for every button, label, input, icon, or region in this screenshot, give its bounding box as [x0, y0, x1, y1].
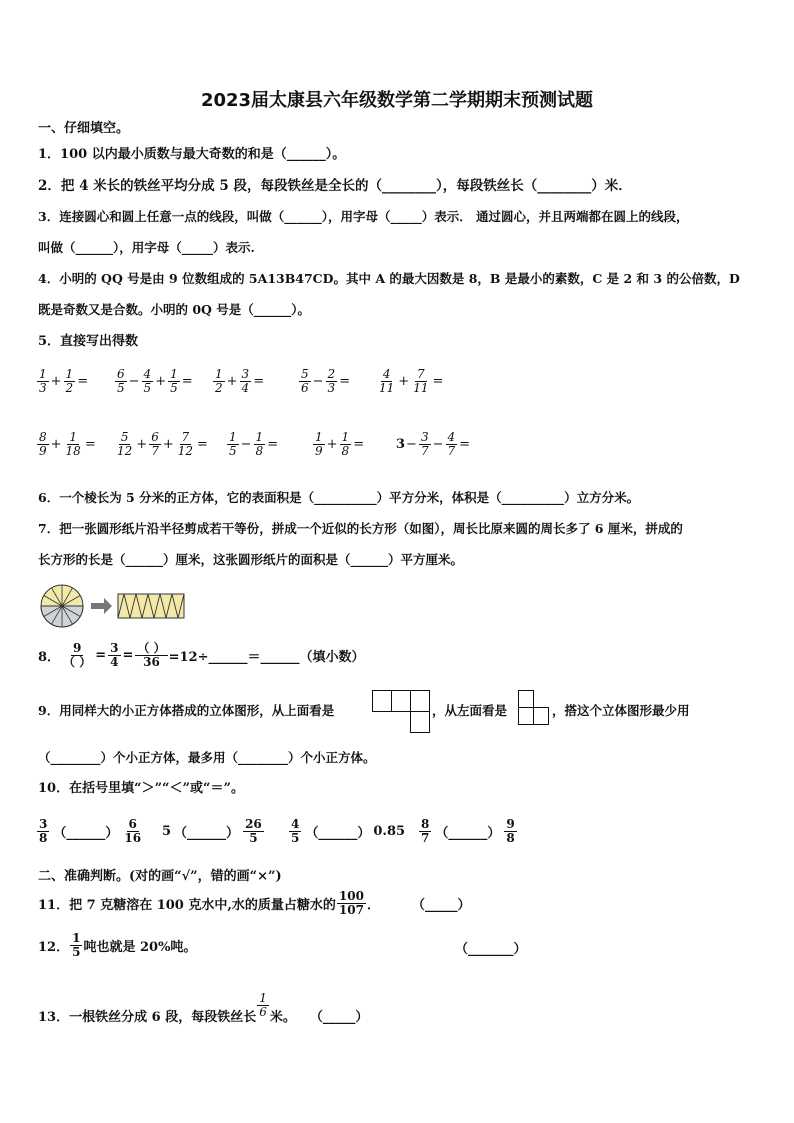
- question-5: 5．直接写出得数: [38, 334, 139, 349]
- q5-expr-2-5: 3 − $\frac{3}{7}$ − $\frac{4}{7}$ =: [396, 430, 471, 458]
- q10-compare-1: $\frac{3}{8}$ （______） $\frac{6}{16}$: [39, 817, 142, 845]
- q10-compare-2: 5 （______） $\frac{26}{5}$: [162, 817, 262, 845]
- q5-expr-1-1: $\frac{1}{3}$ + $\frac{1}{2}$ =: [39, 367, 89, 395]
- question-1: 1．100 以内最小质数与最大奇数的和是（______）。: [38, 147, 346, 162]
- rearranged-rectangle-icon: [118, 594, 184, 618]
- q5-expr-2-4: $\frac{1}{9}$ + $\frac{1}{8}$ =: [315, 430, 365, 458]
- q5-expr-2-2: $\frac{5}{12}$ + $\frac{6}{7}$ + $\frac{7}{12}$ =: [117, 430, 208, 458]
- question-9-line-2: （________）个小正方体，最多用（________）个小正方体。: [38, 750, 376, 765]
- top-view-grid-icon: [372, 690, 430, 734]
- q10-compare-4: $\frac{8}{7}$ （______） $\frac{9}{8}$: [421, 817, 515, 845]
- question-13: 13．一根铁丝分成 6 段，每段铁丝长 $\frac{1}{6}$ 米。 （_____）: [38, 991, 369, 1025]
- q5-expr-2-1: $\frac{8}{9}$ + $\frac{1}{18}$ =: [39, 430, 96, 458]
- question-9-part-1: 9．用同样大的小正方体搭成的立体图形，从上面看是: [38, 703, 335, 718]
- question-2: 2．把 4 米长的铁丝平均分成 5 段，每段铁丝是全长的（________），每段铁丝长（________）米．: [38, 178, 632, 194]
- question-9-part-3: ，搭这个立体图形最少用: [552, 703, 690, 718]
- q5-expr-1-2: $\frac{6}{5}$ − $\frac{4}{5}$ + $\frac{1}{5}$ =: [117, 367, 193, 395]
- question-12: 12． $\frac{1}{5}$ 吨也就是 20%吨。: [38, 931, 197, 959]
- question-11: 11．把 7 克糖溶在 100 克水中,水的质量占糖水的 $\frac{100}{107}$ ． （_____）: [38, 889, 471, 917]
- q5-expr-2-3: $\frac{1}{5}$ − $\frac{1}{8}$ =: [229, 430, 279, 458]
- question-9-part-2: ，从左面看是: [432, 703, 508, 718]
- question-6: 6．一个棱长为 5 分米的正方体，它的表面积是（__________）平方分米，体积是（__________）立方分米。: [38, 490, 640, 505]
- question-7-line-1: 7．把一张圆形纸片沿半径剪成若干等份，拼成一个近似的长方形（如图），周长比原来圆的周长多了 6 厘米，拼成的: [38, 521, 683, 536]
- q5-expr-1-4: $\frac{5}{6}$ − $\frac{2}{3}$ =: [301, 367, 351, 395]
- q5-expr-1-3: $\frac{1}{2}$ + $\frac{3}{4}$ =: [215, 367, 265, 395]
- question-8: 8． $\frac{9}{( )}$ = $\frac{3}{4}$ = $\frac{( )}{36}$ =12÷______＝______（填小数）: [38, 641, 365, 669]
- circle-to-rectangle-figure: [36, 584, 186, 630]
- question-3-line-2: 叫做（______），用字母（_____）表示.: [38, 240, 255, 255]
- page-title: 2023届太康县六年级数学第二学期期末预测试题: [200, 90, 594, 111]
- sectored-circle-icon: [41, 585, 83, 627]
- right-arrow-icon: [91, 598, 112, 614]
- question-12-answer-blank: （_______）: [455, 942, 527, 957]
- section-heading-true-false: 二、准确判断。(对的画“√”，错的画“×”): [38, 869, 282, 884]
- question-4-line-2: 既是奇数又是合数。小明的 0Q 号是（______）。: [38, 302, 311, 317]
- left-view-grid-icon: [518, 690, 550, 726]
- q5-expr-1-5: $\frac{4}{11}$ + $\frac{7}{11}$ =: [379, 367, 444, 395]
- question-4-line-1: 4．小明的 QQ 号是由 9 位数组成的 5A13B47CD。其中 A 的最大因数是 8，B 是最小的素数，C 是 2 和 3 的公倍数，D: [38, 271, 740, 286]
- section-heading-fill-in: 一、仔细填空。: [38, 121, 130, 136]
- question-3-line-1: 3．连接圆心和圆上任意一点的线段，叫做（______），用字母（_____）表示． 通过圆心，并且两端都在圆上的线段，: [38, 209, 689, 224]
- question-10: 10．在括号里填“＞”“＜”或“＝”。: [38, 781, 244, 796]
- q10-compare-3: $\frac{4}{5}$ （______） 0.85: [291, 817, 406, 845]
- question-7-line-2: 长方形的长是（______）厘米，这张圆形纸片的面积是（______）平方厘米。: [38, 552, 464, 567]
